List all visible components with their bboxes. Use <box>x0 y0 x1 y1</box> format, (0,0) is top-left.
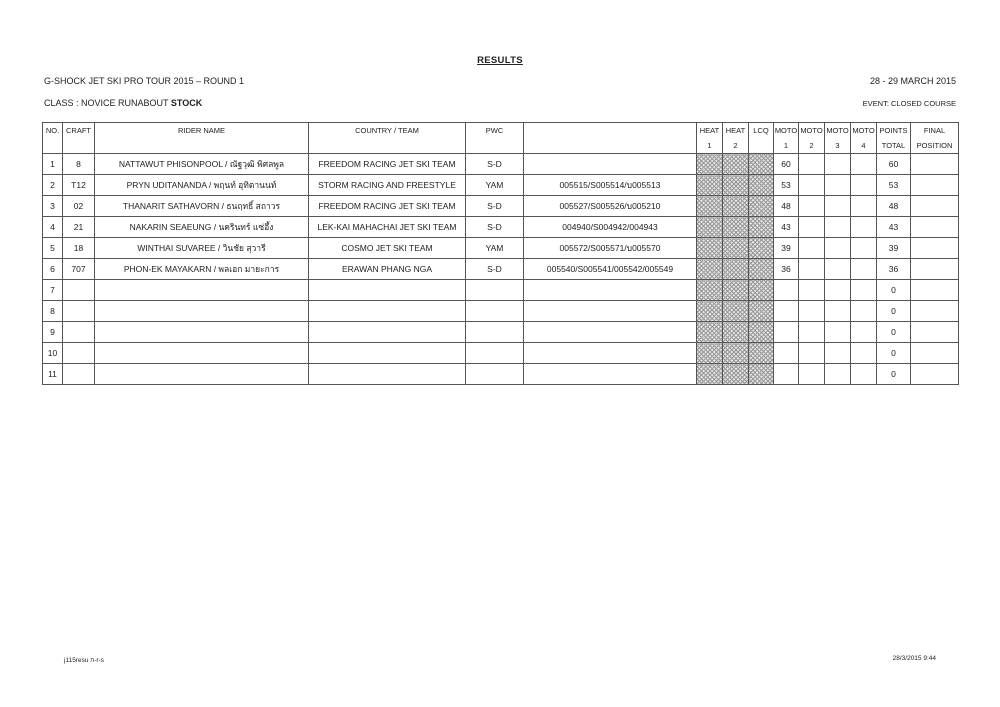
heat-2-cell <box>723 238 749 259</box>
row-number: 2 <box>43 175 63 196</box>
heat-2-cell <box>723 280 749 301</box>
pwc-brand: YAM <box>466 175 524 196</box>
serial-numbers: 005527/S005526/บ005210 <box>524 196 697 217</box>
serial-numbers: 005540/S005541/005542/005549 <box>524 259 697 280</box>
country-team: LEK-KAI MAHACHAI JET SKI TEAM <box>309 217 466 238</box>
moto-4-points <box>851 259 877 280</box>
heat-1-cell <box>697 280 723 301</box>
pwc-brand: S-D <box>466 154 524 175</box>
pwc-brand <box>466 364 524 385</box>
final-position <box>911 259 959 280</box>
total-points: 0 <box>877 322 911 343</box>
country-team: FREEDOM RACING JET SKI TEAM <box>309 154 466 175</box>
total-points: 0 <box>877 280 911 301</box>
total-points: 0 <box>877 301 911 322</box>
header-subrow <box>43 138 959 154</box>
col-moto-2-num: 2 <box>799 138 825 154</box>
moto-1-points <box>774 322 799 343</box>
table-row <box>43 280 959 301</box>
col-heat-2: HEAT <box>723 123 749 139</box>
col-serial <box>524 123 697 139</box>
heat-1-cell <box>697 301 723 322</box>
moto-2-points <box>799 175 825 196</box>
craft-number <box>63 364 95 385</box>
moto-4-points <box>851 301 877 322</box>
table-row <box>43 364 959 385</box>
country-team <box>309 322 466 343</box>
row-number: 10 <box>43 343 63 364</box>
col-final: FINAL <box>911 123 959 139</box>
col-heat-1: HEAT <box>697 123 723 139</box>
rider-name: WINTHAI SUVAREE / วินชัย สุวารี <box>95 238 309 259</box>
table-row <box>43 154 959 175</box>
country-team <box>309 364 466 385</box>
country-team: STORM RACING AND FREESTYLE <box>309 175 466 196</box>
pwc-brand <box>466 322 524 343</box>
heat-1-cell <box>697 343 723 364</box>
moto-3-points <box>825 217 851 238</box>
final-position <box>911 343 959 364</box>
heat-2-cell <box>723 364 749 385</box>
heat-1-cell <box>697 238 723 259</box>
pwc-brand: S-D <box>466 196 524 217</box>
col-country-sub <box>309 138 466 154</box>
rider-name: PHON-EK MAYAKARN / พลเอก มายะการ <box>95 259 309 280</box>
total-points: 0 <box>877 343 911 364</box>
row-number: 8 <box>43 301 63 322</box>
moto-2-points <box>799 280 825 301</box>
col-heat-2-num: 2 <box>723 138 749 154</box>
craft-number: T12 <box>63 175 95 196</box>
class-type: STOCK <box>170 98 203 108</box>
moto-2-points <box>799 217 825 238</box>
col-heat-1-num: 1 <box>697 138 723 154</box>
moto-4-points <box>851 364 877 385</box>
craft-number: 21 <box>63 217 95 238</box>
country-team <box>309 280 466 301</box>
lcq-cell <box>749 322 774 343</box>
rider-name: NAKARIN SEAEUNG / นครินทร์ แซ่อึ้ง <box>95 217 309 238</box>
moto-4-points <box>851 175 877 196</box>
lcq-cell <box>749 217 774 238</box>
final-position <box>911 175 959 196</box>
final-position <box>911 196 959 217</box>
moto-3-points <box>825 175 851 196</box>
col-moto-3-num: 3 <box>825 138 851 154</box>
lcq-cell <box>749 343 774 364</box>
row-number: 3 <box>43 196 63 217</box>
table-row <box>43 238 959 259</box>
serial-numbers <box>524 364 697 385</box>
pwc-brand: YAM <box>466 238 524 259</box>
lcq-cell <box>749 154 774 175</box>
moto-2-points <box>799 196 825 217</box>
country-team: COSMO JET SKI TEAM <box>309 238 466 259</box>
moto-2-points <box>799 154 825 175</box>
footer-file-name: j115resu ก-r-s <box>64 657 104 664</box>
col-pwc: PWC <box>466 123 524 139</box>
moto-3-points <box>825 196 851 217</box>
lcq-cell <box>749 259 774 280</box>
moto-3-points <box>825 280 851 301</box>
col-serial-sub <box>524 138 697 154</box>
heat-2-cell <box>723 322 749 343</box>
heat-1-cell <box>697 259 723 280</box>
lcq-cell <box>749 280 774 301</box>
serial-numbers <box>524 343 697 364</box>
final-position <box>911 301 959 322</box>
pwc-brand: S-D <box>466 217 524 238</box>
col-moto-1: MOTO <box>774 123 799 139</box>
table-row <box>43 259 959 280</box>
moto-4-points <box>851 154 877 175</box>
heat-2-cell <box>723 217 749 238</box>
table-row <box>43 196 959 217</box>
moto-1-points: 60 <box>774 154 799 175</box>
footer-timestamp: 28/3/2015 9:44 <box>892 655 936 662</box>
row-number: 11 <box>43 364 63 385</box>
moto-2-points <box>799 364 825 385</box>
heat-1-cell <box>697 217 723 238</box>
total-points: 0 <box>877 364 911 385</box>
final-position <box>911 154 959 175</box>
heat-1-cell <box>697 154 723 175</box>
craft-number <box>63 343 95 364</box>
heat-1-cell <box>697 322 723 343</box>
results-table <box>42 122 959 385</box>
final-position <box>911 238 959 259</box>
rider-name <box>95 364 309 385</box>
table-row <box>43 301 959 322</box>
heat-2-cell <box>723 301 749 322</box>
moto-1-points: 48 <box>774 196 799 217</box>
col-no-sub <box>43 138 63 154</box>
moto-3-points <box>825 154 851 175</box>
lcq-cell <box>749 175 774 196</box>
country-team: FREEDOM RACING JET SKI TEAM <box>309 196 466 217</box>
col-rider-name: RIDER NAME <box>95 123 309 139</box>
class-prefix: CLASS : NOVICE RUNABOUT <box>44 98 171 108</box>
col-moto-3: MOTO <box>825 123 851 139</box>
row-number: 6 <box>43 259 63 280</box>
craft-number: 18 <box>63 238 95 259</box>
final-position <box>911 280 959 301</box>
moto-3-points <box>825 322 851 343</box>
moto-4-points <box>851 322 877 343</box>
table-row <box>43 343 959 364</box>
pwc-brand <box>466 280 524 301</box>
col-rider-sub <box>95 138 309 154</box>
col-pwc-sub <box>466 138 524 154</box>
heat-1-cell <box>697 196 723 217</box>
col-moto-2: MOTO <box>799 123 825 139</box>
heat-1-cell <box>697 364 723 385</box>
rider-name <box>95 280 309 301</box>
moto-1-points: 53 <box>774 175 799 196</box>
craft-number: 8 <box>63 154 95 175</box>
col-lcq: LCQ <box>749 123 774 139</box>
row-number: 7 <box>43 280 63 301</box>
rider-name: PRYN UDITANANDA / พฤนท์ อุทิตานนท์ <box>95 175 309 196</box>
heat-2-cell <box>723 259 749 280</box>
col-points: POINTS <box>877 123 911 139</box>
moto-3-points <box>825 301 851 322</box>
rider-name <box>95 343 309 364</box>
serial-numbers: 004940/S004942/004943 <box>524 217 697 238</box>
moto-3-points <box>825 343 851 364</box>
col-lcq-sub <box>749 138 774 154</box>
total-points: 36 <box>877 259 911 280</box>
total-points: 48 <box>877 196 911 217</box>
event-date: 28 - 29 MARCH 2015 <box>869 76 956 86</box>
total-points: 53 <box>877 175 911 196</box>
total-points: 60 <box>877 154 911 175</box>
col-final-position: POSITION <box>911 138 959 154</box>
rider-name <box>95 322 309 343</box>
craft-number: 707 <box>63 259 95 280</box>
event-type: EVENT: CLOSED COURSE <box>862 99 956 108</box>
moto-4-points <box>851 196 877 217</box>
rider-name <box>95 301 309 322</box>
moto-1-points <box>774 280 799 301</box>
total-points: 43 <box>877 217 911 238</box>
serial-numbers: 005515/S005514/บ005513 <box>524 175 697 196</box>
pwc-brand <box>466 301 524 322</box>
moto-3-points <box>825 259 851 280</box>
final-position <box>911 322 959 343</box>
lcq-cell <box>749 196 774 217</box>
row-number: 1 <box>43 154 63 175</box>
serial-numbers: 005572/S005571/บ005570 <box>524 238 697 259</box>
table-row <box>43 217 959 238</box>
moto-1-points <box>774 301 799 322</box>
craft-number: 02 <box>63 196 95 217</box>
moto-2-points <box>799 343 825 364</box>
country-team <box>309 343 466 364</box>
final-position <box>911 364 959 385</box>
craft-number <box>63 280 95 301</box>
moto-2-points <box>799 301 825 322</box>
col-moto-4: MOTO <box>851 123 877 139</box>
craft-number <box>63 322 95 343</box>
heat-2-cell <box>723 343 749 364</box>
serial-numbers <box>524 301 697 322</box>
heat-2-cell <box>723 154 749 175</box>
table-row <box>43 175 959 196</box>
final-position <box>911 217 959 238</box>
page-title: RESULTS <box>477 55 523 66</box>
craft-number <box>63 301 95 322</box>
moto-4-points <box>851 217 877 238</box>
row-number: 9 <box>43 322 63 343</box>
serial-numbers <box>524 322 697 343</box>
pwc-brand: S-D <box>466 259 524 280</box>
col-moto-1-num: 1 <box>774 138 799 154</box>
pwc-brand <box>466 343 524 364</box>
country-team <box>309 301 466 322</box>
col-no: NO. <box>43 123 63 139</box>
heat-2-cell <box>723 175 749 196</box>
moto-2-points <box>799 259 825 280</box>
total-points: 39 <box>877 238 911 259</box>
lcq-cell <box>749 301 774 322</box>
moto-2-points <box>799 238 825 259</box>
moto-1-points: 43 <box>774 217 799 238</box>
serial-numbers <box>524 154 697 175</box>
heat-2-cell <box>723 196 749 217</box>
rider-name: THANARIT SATHAVORN / ธนฤทธิ์ สถาวร <box>95 196 309 217</box>
heat-1-cell <box>697 175 723 196</box>
col-moto-4-num: 4 <box>851 138 877 154</box>
moto-4-points <box>851 238 877 259</box>
col-craft-sub <box>63 138 95 154</box>
col-craft: CRAFT <box>63 123 95 139</box>
moto-3-points <box>825 238 851 259</box>
row-number: 4 <box>43 217 63 238</box>
lcq-cell <box>749 238 774 259</box>
class-label <box>44 98 202 108</box>
moto-1-points: 39 <box>774 238 799 259</box>
row-number: 5 <box>43 238 63 259</box>
table-row <box>43 322 959 343</box>
moto-1-points: 36 <box>774 259 799 280</box>
moto-4-points <box>851 280 877 301</box>
event-name: G-SHOCK JET SKI PRO TOUR 2015 – ROUND 1 <box>44 76 245 86</box>
col-points-total: TOTAL <box>877 138 911 154</box>
moto-1-points <box>774 343 799 364</box>
lcq-cell <box>749 364 774 385</box>
moto-4-points <box>851 343 877 364</box>
country-team: ERAWAN PHANG NGA <box>309 259 466 280</box>
serial-numbers <box>524 280 697 301</box>
moto-2-points <box>799 322 825 343</box>
rider-name: NATTAWUT PHISONPOOL / ณัฐวุฒิ พิศลพูล <box>95 154 309 175</box>
moto-1-points <box>774 364 799 385</box>
header-row <box>43 123 959 139</box>
col-country-team: COUNTRY / TEAM <box>309 123 466 139</box>
moto-3-points <box>825 364 851 385</box>
